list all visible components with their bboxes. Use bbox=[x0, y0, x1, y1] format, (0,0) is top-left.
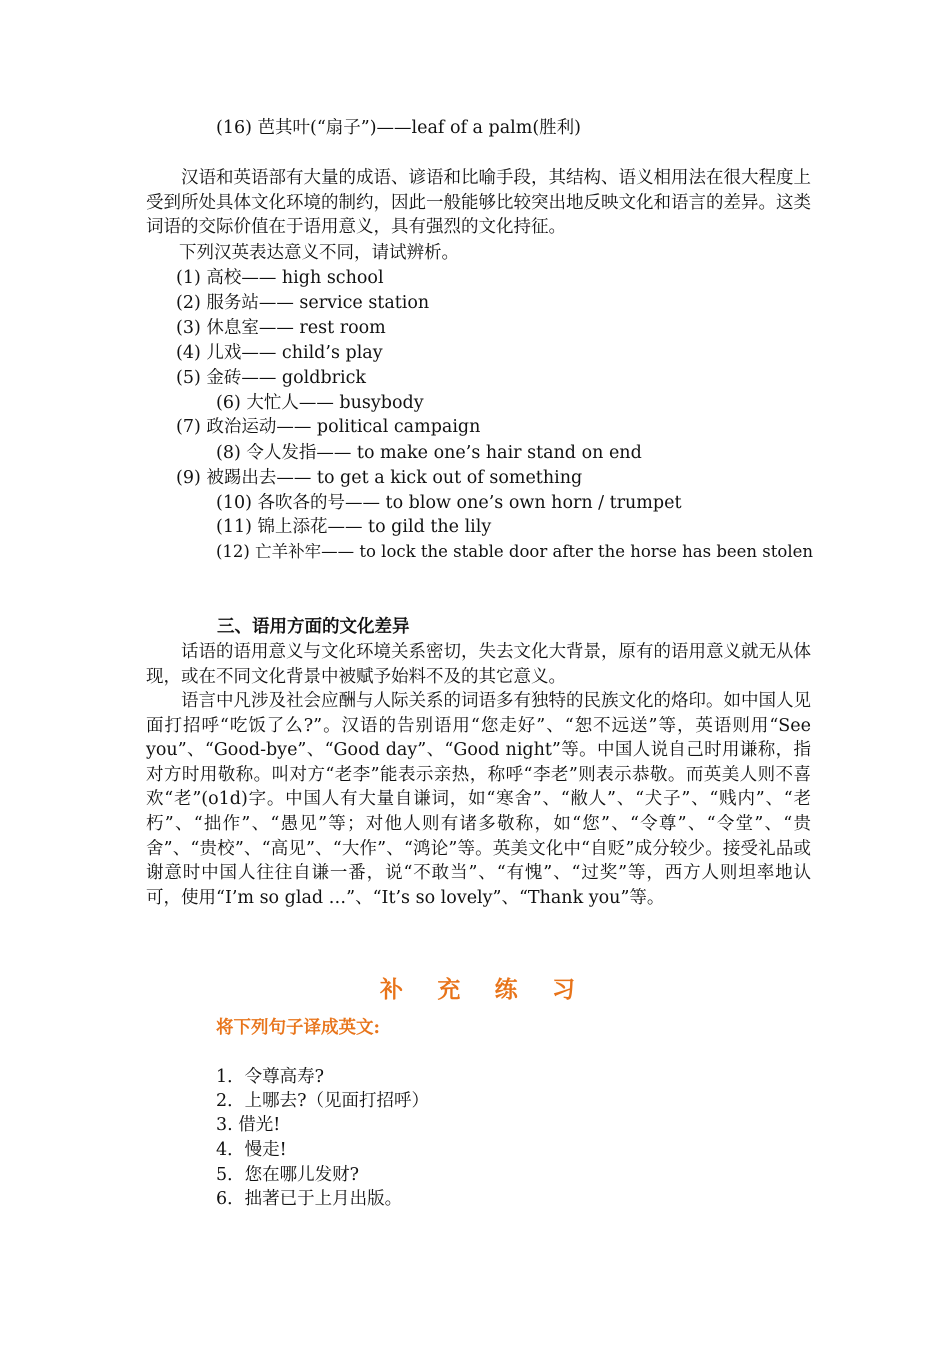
supplement-title-char: 练 bbox=[494, 976, 518, 1003]
exercise-prompt: 下列汉英表达意义不同，请试辨析。 bbox=[179, 243, 459, 263]
list-item: (6) 大忙人—— busybody bbox=[216, 393, 424, 413]
item-16: (16) 芭其叶(“扇子”)——leaf of a palm(胜利) bbox=[216, 118, 582, 138]
list-item: (1) 高校—— high school bbox=[176, 268, 384, 288]
list-item: (9) 被踢出去—— to get a kick out of something bbox=[176, 468, 583, 488]
list-item: 4．慢走! bbox=[216, 1140, 287, 1160]
section-paragraph-1: 话语的语用意义与文化环境关系密切，失去文化大背景，原有的语用意义就无从体现，或在不同文化背景中被赋予始料不及的其它意义。 bbox=[146, 642, 811, 687]
list-item: 2．上哪去?（见面打招呼） bbox=[216, 1091, 430, 1111]
list-item: 6．拙著已于上月出版。 bbox=[216, 1189, 403, 1209]
list-item: (12) 亡羊补牢—— to lock the stable door after the horse has been stolen bbox=[216, 542, 813, 561]
list-item: (10) 各吹各的号—— to blow one’s own horn / trumpet bbox=[216, 493, 682, 513]
list-item: (11) 锦上添花—— to gild the lily bbox=[216, 517, 492, 537]
list-item: 5．您在哪儿发财? bbox=[216, 1165, 360, 1185]
supplement-title-char: 补 bbox=[380, 976, 403, 1003]
list-item: (3) 休息室—— rest room bbox=[176, 318, 386, 338]
intro-paragraph: 汉语和英语部有大量的成语、谚语和比喻手段，其结构、语义相用法在很大程度上受到所处具体文化环境的制约，因此一般能够比较突出地反映文化和语言的差异。这类词语的交际价值在于语用意义，具有强烈的文化持征。 bbox=[146, 168, 811, 238]
supplement-instruction: 将下列句子译成英文: bbox=[216, 1018, 380, 1038]
list-item: (5) 金砖—— goldbrick bbox=[176, 368, 367, 388]
section-paragraph-2: 语言中凡涉及社会应酬与人际关系的词语多有独特的民族文化的烙印。如中国人见面打招呼“吃饭了么?”。汉语的告别语用“您走好”、“恕不远送”等，英语则用“See you”、“Good-bye”、“Good day”、“Good night”等。中国人说自己时用谦称，指对方时用敬称。叫对方“老李”能表示亲热，称呼“李老”则表示恭敬。而英美人则不喜欢“老”(o1d)字。中国人有大量自谦词，如“寒舍”、“敝人”、“犬子”、“贱内”、“老朽”、“拙作”、“愚见”等；对他人则有诸多敬称，如“您”、“令尊”、“令堂”、“贵舍”、“贵校”、“高见”、“大作”、“鸿论”等。英美文化中“自贬”成分较少。接受礼品或谢意时中国人往往自谦一番，说“不敢当”、“有愧”、“过奖”等，西方人则坦率地认可，使用“I’m so glad …”、“It’s so lovely”、“Thank you”等。 bbox=[146, 691, 811, 908]
list-item: 1．令尊高寿? bbox=[216, 1067, 325, 1087]
list-item: (2) 服务站—— service station bbox=[176, 293, 430, 313]
supplement-title bbox=[380, 974, 575, 1006]
list-item: (4) 儿戏—— child’s play bbox=[176, 343, 383, 363]
supplement-title-char: 充 bbox=[437, 976, 461, 1003]
list-item: 3. 借光! bbox=[216, 1115, 281, 1135]
list-item: (7) 政治运动—— political campaign bbox=[176, 417, 481, 437]
supplement-title-char: 习 bbox=[551, 976, 575, 1003]
list-item: (8) 令人发指—— to make one’s hair stand on end bbox=[216, 443, 642, 463]
section-heading: 三、语用方面的文化差异 bbox=[217, 617, 410, 637]
